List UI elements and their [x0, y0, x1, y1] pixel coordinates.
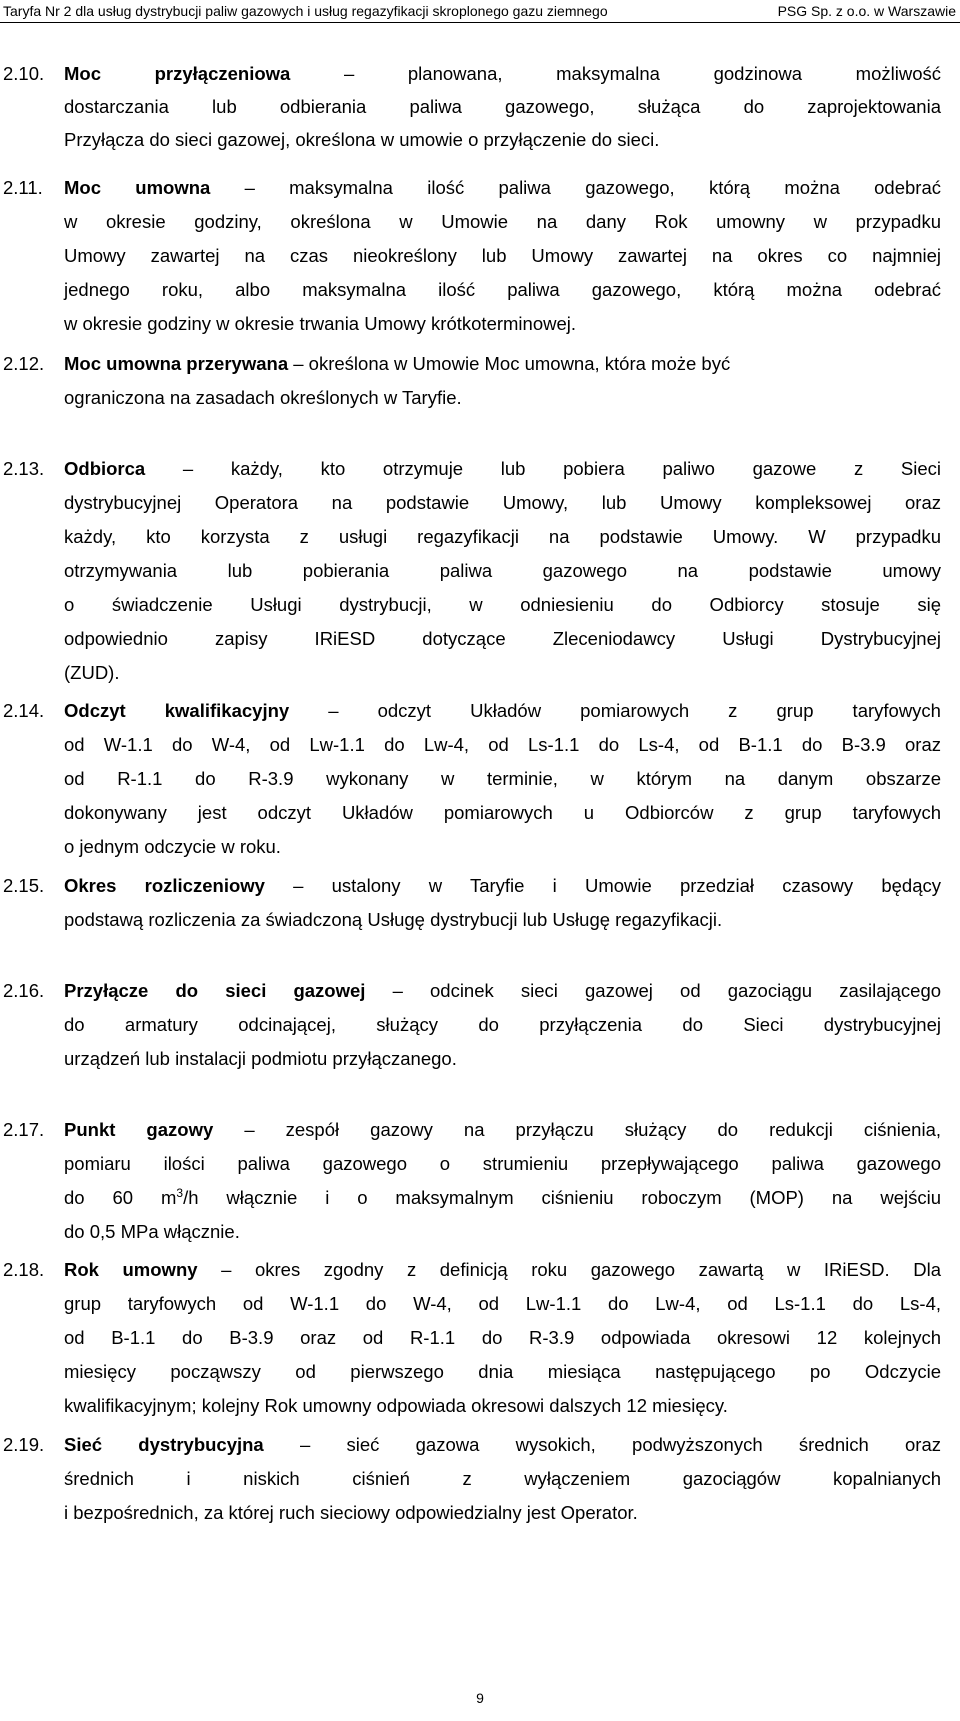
definition-line: o świadczenie Usługi dystrybucji, w odniesieniu do Odbiorcy stosuje się [64, 594, 941, 615]
definition-line: Umowy zawartej na czas nieokreślony lub Umowy zawartej na okres co najmniej [64, 245, 941, 266]
definition-line: Rok umowny – okres zgodny z definicją roku gazowego zawartą w IRiESD. Dla [64, 1259, 941, 1280]
definition-line: Moc przyłączeniowa – planowana, maksymalna godzinowa możliwość [64, 63, 941, 84]
definition-line: dokonywany jest odczyt Układów pomiarowych u Odbiorców z grup taryfowych [64, 802, 941, 823]
definition-line: Punkt gazowy – zespół gazowy na przyłączu służący do redukcji ciśnienia, [64, 1119, 942, 1140]
definition-line: Odczyt kwalifikacyjny – odczyt Układów pomiarowych z grup taryfowych [64, 700, 941, 721]
definition-term: Moc umowna przerywana [64, 353, 289, 374]
definition-number: 2.17. [3, 1119, 45, 1140]
page-number: 9 [476, 1690, 484, 1706]
definition-line: pomiaru ilości paliwa gazowego o strumieniu przepływającego paliwa gazowego [64, 1153, 941, 1174]
definition-line: w okresie godziny, określona w Umowie na dany Rok umowny w przypadku [64, 211, 941, 232]
definition-line: podstawą rozliczenia za świadczoną Usługę dystrybucji lub Usługę regazyfikacji. [64, 909, 723, 930]
definition-term: Rok umowny [64, 1259, 198, 1280]
definition-line: do 60 $m^3/h$ włącznie i o maksymalnym ciśnieniu roboczym (MOP) na wejściu [64, 1185, 941, 1208]
definition-line: w okresie godziny w okresie trwania Umowy krótkoterminowej. [64, 313, 577, 334]
definition-line: dystrybucyjnej Operatora na podstawie Umowy, lub Umowy kompleksowej oraz [64, 492, 941, 513]
definition-term: Przyłącze do sieci gazowej [64, 980, 366, 1001]
definition-line: o jednym odczycie w roku. [64, 836, 281, 857]
definition-line: otrzymywania lub pobierania paliwa gazowego na podstawie umowy [64, 560, 941, 581]
definition-line: do 0,5 MPa włącznie. [64, 1221, 240, 1242]
definition-number: 2.11. [3, 177, 43, 198]
definition-term: Sieć dystrybucyjna [64, 1434, 264, 1455]
definition-line: urządzeń lub instalacji podmiotu przyłączanego. [64, 1048, 457, 1069]
definition-line: Moc umowna – maksymalna ilość paliwa gazowego, którą można odebrać [64, 177, 941, 198]
definition-line: do armatury odcinającej, służący do przyłączenia do Sieci dystrybucyjnej [64, 1014, 941, 1035]
definition-line: Przyłącze do sieci gazowej – odcinek sieci gazowej od gazociągu zasilającego [64, 980, 942, 1001]
definition-line: Sieć dystrybucyjna – sieć gazowa wysokich, podwyższonych średnich oraz [64, 1434, 941, 1455]
definition-line: Przyłącza do sieci gazowej, określona w umowie o przyłączenie do sieci. [64, 129, 660, 150]
header-document-title: Taryfa Nr 2 dla usług dystrybucji paliw gazowych i usług regazyfikacji skroplonego gazu ziemnego [3, 3, 608, 19]
definition-line: od W-1.1 do W-4, od Lw-1.1 do Lw-4, od Ls-1.1 do Ls-4, od B-1.1 do B-3.9 oraz [64, 734, 941, 755]
header-divider [0, 22, 960, 23]
definition-number: 2.16. [3, 980, 45, 1001]
definition-number: 2.15. [3, 875, 45, 896]
definition-number: 2.10. [3, 63, 45, 84]
definition-line: każdy, kto korzysta z usługi regazyfikacji na podstawie Umowy. W przypadku [64, 526, 941, 547]
definition-line: od R-1.1 do R-3.9 wykonany w terminie, w którym na danym obszarze [64, 768, 941, 789]
definition-line: od B-1.1 do B-3.9 oraz od R-1.1 do R-3.9 odpowiada okresowi 12 kolejnych [64, 1327, 941, 1348]
definition-line: ograniczona na zasadach określonych w Taryfie. [64, 387, 462, 408]
definition-term: Moc umowna [64, 177, 211, 198]
definition-line: dostarczania lub odbierania paliwa gazowego, służąca do zaprojektowania [64, 96, 941, 117]
definition-number: 2.13. [3, 458, 45, 479]
definition-number: 2.14. [3, 700, 45, 721]
header-company: PSG Sp. z o.o. w Warszawie [777, 3, 956, 19]
definition-term: Odczyt kwalifikacyjny [64, 700, 290, 721]
definition-line: odpowiednio zapisy IRiESD dotyczące Zleceniodawcy Usługi Dystrybucyjnej [64, 628, 941, 649]
definition-line: grup taryfowych od W-1.1 do W-4, od Lw-1.1 do Lw-4, od Ls-1.1 do Ls-4, [64, 1293, 941, 1314]
page-header [0, 0, 960, 28]
definition-line: Moc umowna przerywana – określona w Umowie Moc umowna, która może być [64, 353, 731, 374]
definition-term: Punkt gazowy [64, 1119, 214, 1140]
definition-line: i bezpośrednich, za której ruch sieciowy odpowiedzialny jest Operator. [64, 1502, 638, 1523]
definition-line: Okres rozliczeniowy – ustalony w Taryfie i Umowie przedział czasowy będący [64, 875, 942, 896]
definition-number: 2.19. [3, 1434, 45, 1455]
superscript: 3 [176, 1185, 184, 1200]
definition-term: Okres rozliczeniowy [64, 875, 265, 896]
definition-line: Odbiorca – każdy, kto otrzymuje lub pobiera paliwo gazowe z Sieci [64, 458, 941, 479]
definition-term: Odbiorca [64, 458, 146, 479]
definition-term: Moc przyłączeniowa [64, 63, 291, 84]
definition-number: 2.12. [3, 353, 45, 374]
definition-line: miesięcy począwszy od pierwszego dnia miesiąca następującego po Odczycie [64, 1361, 941, 1382]
definition-line: kwalifikacyjnym; kolejny Rok umowny odpowiada okresowi dalszych 12 miesięcy. [64, 1395, 728, 1416]
definition-number: 2.18. [3, 1259, 45, 1280]
definition-line: (ZUD). [64, 662, 120, 683]
definition-line: średnich i niskich ciśnień z wyłączeniem gazociągów kopalnianych [64, 1468, 941, 1489]
definition-line: jednego roku, albo maksymalna ilość paliwa gazowego, którą można odebrać [64, 279, 941, 300]
